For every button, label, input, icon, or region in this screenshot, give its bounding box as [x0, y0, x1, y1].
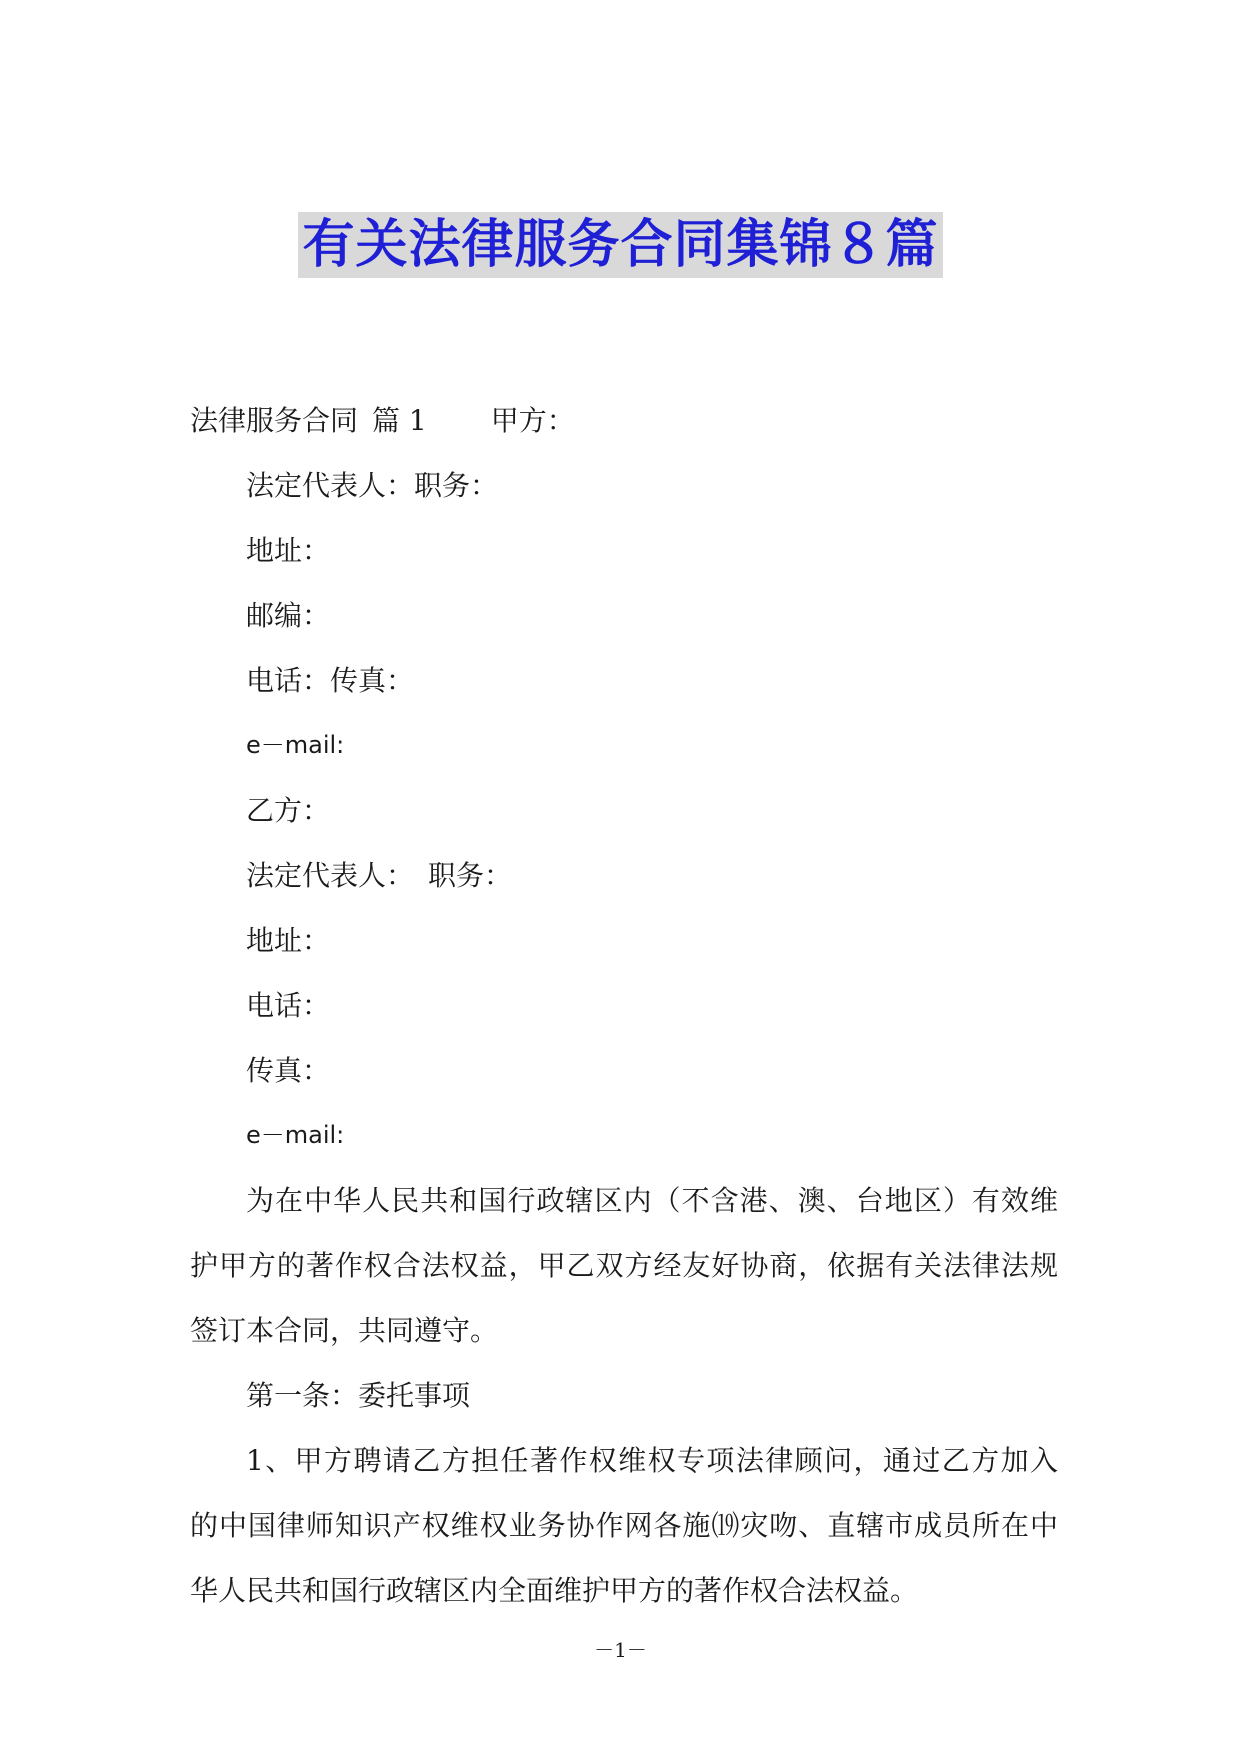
paragraph-1-line-3: 签订本合同，共同遵守。: [190, 1314, 499, 1347]
document-title: 有关法律服务合同集锦８篇: [298, 212, 942, 278]
party-b-title: 职务：: [428, 859, 513, 892]
party-b-address: 地址：: [246, 924, 331, 957]
item-1-line-2: 的中国律师知识产权维权业务协作网各施⒆灾吻、直辖市成员所在中: [190, 1509, 1058, 1542]
party-b-fax: 传真：: [246, 1054, 331, 1087]
party-b-email: e－mail:: [246, 1121, 345, 1149]
party-a-label: 甲方：: [490, 404, 575, 437]
party-b-representative-line: [190, 843, 1058, 908]
document-body: [190, 388, 1058, 1623]
party-a-email: e－mail:: [246, 731, 345, 759]
party-a-representative: 法定代表人：职务：: [246, 469, 499, 502]
contract-part-label: 篇 1: [372, 404, 427, 437]
party-b-label: 乙方：: [246, 794, 331, 827]
item-1-line-1: 1、甲方聘请乙方担任著作权维权专项法律顾问，通过乙方加入: [246, 1444, 1058, 1477]
paragraph-1-line-1: 为在中华人民共和国行政辖区内（不含港、澳、台地区）有效维: [246, 1184, 1058, 1217]
party-b-representative: 法定代表人：: [246, 859, 415, 892]
party-a-postcode: 邮编：: [246, 599, 331, 632]
party-a-address: 地址：: [246, 534, 331, 567]
party-a-phone-fax: 电话：传真：: [246, 664, 415, 697]
paragraph-1-line-2: 护甲方的著作权合法权益，甲乙双方经友好协商，依据有关法律法规: [190, 1249, 1058, 1282]
article-1-heading: 第一条：委托事项: [246, 1379, 471, 1412]
contract-heading-line: [190, 388, 1058, 453]
title-container: [0, 212, 1241, 278]
item-1-line-3: 华人民共和国行政辖区内全面维护甲方的著作权合法权益。: [190, 1574, 919, 1607]
page-number: －1－: [594, 1638, 647, 1662]
party-b-phone: 电话：: [246, 989, 331, 1022]
contract-heading: 法律服务合同: [190, 404, 359, 437]
